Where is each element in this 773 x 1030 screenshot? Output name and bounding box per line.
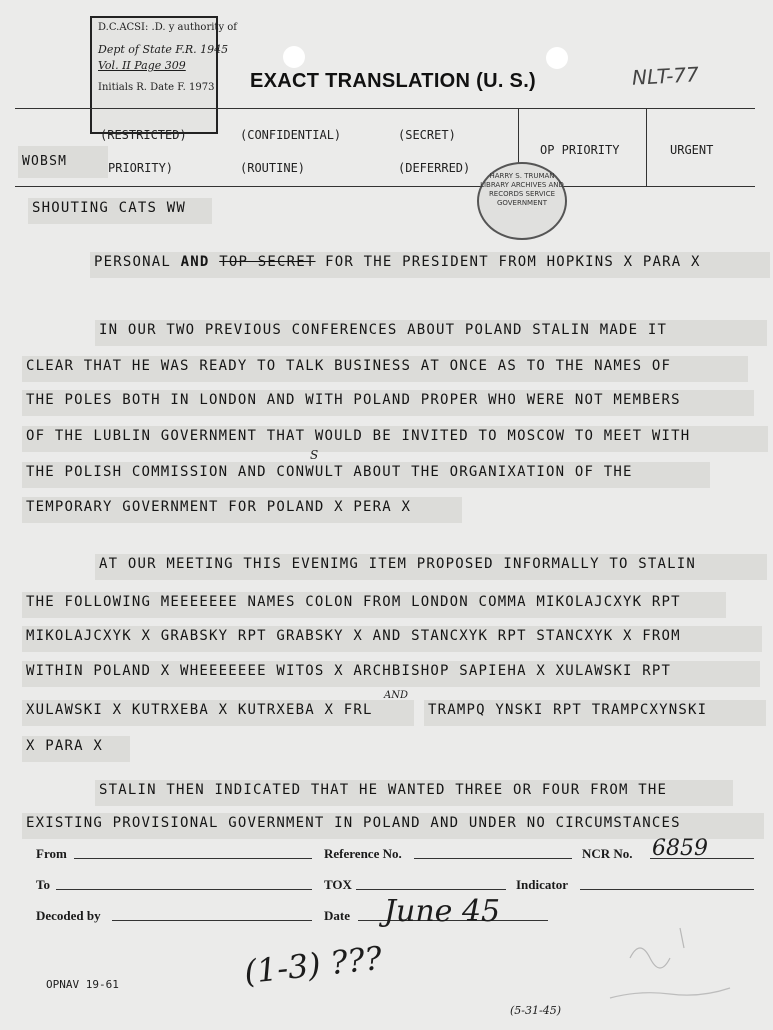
date-label: Date	[324, 908, 350, 923]
indicator-underline	[580, 889, 754, 890]
grid-top-line	[15, 108, 755, 109]
stamp-line-authority: D.C.ACSI: .D. y authority of	[98, 22, 237, 33]
body-line-9: MIKOLAJCXYK X GRABSKY RPT GRABSKY X AND STANCXYK RPT STANCXYK X FROM	[22, 626, 762, 652]
class-urgent: URGENT	[670, 143, 714, 157]
decoded-by-label: Decoded by	[36, 908, 101, 923]
routing-code: WOBSM	[18, 146, 108, 178]
body-line-2: CLEAR THAT HE WAS READY TO TALK BUSINESS AT ONCE AS TO THE NAMES OF	[22, 356, 748, 382]
body-line-6: TEMPORARY GOVERNMENT FOR POLAND X PERA X	[22, 497, 462, 523]
grid-divider-2	[646, 108, 647, 186]
body-line-8: THE FOLLOWING MEEEEEEE NAMES COLON FROM LONDON COMMA MIKOLAJCXYK RPT	[22, 592, 726, 618]
document-title: EXACT TRANSLATION (U. S.)	[250, 70, 537, 92]
body-line-1: IN OUR TWO PREVIOUS CONFERENCES ABOUT POLAND STALIN MADE IT	[95, 320, 767, 346]
punch-hole-left	[283, 46, 305, 68]
body-line-5: THE POLISH COMMISSION AND CONWULT ABOUT THE ORGANIXATION OF THE	[22, 462, 710, 488]
personal-space	[210, 254, 220, 270]
class-secret: (SECRET)	[398, 128, 456, 142]
body-line-10: WITHIN POLAND X WHEEEEEEE WITOS X ARCHBISHOP SAPIEHA X XULAWSKI RPT	[22, 661, 760, 687]
pencil-scribble	[590, 918, 770, 1018]
stamp-line-dept: Dept of State F.R. 1945	[98, 43, 229, 56]
personal-top-secret-struck: TOP SECRET	[219, 254, 316, 270]
to-label: To	[36, 877, 50, 892]
reference-underline	[414, 858, 572, 859]
class-restricted: (RESTRICTED)	[100, 128, 187, 142]
personal-pre: PERSONAL	[94, 254, 181, 270]
class-routine: (ROUTINE)	[240, 161, 306, 175]
date-value: June 45	[384, 894, 501, 929]
from-label: From	[36, 846, 67, 861]
ncr-value: 6859	[652, 836, 708, 861]
bottom-date: (5-31-45)	[510, 1004, 562, 1017]
stamp-line-initials: Initials R. Date F. 1973	[98, 82, 215, 93]
tox-underline	[356, 889, 506, 890]
body-line-7: AT OUR MEETING THIS EVENIMG ITEM PROPOSED INFORMALLY TO STALIN	[95, 554, 767, 580]
body-line-12: TRAMPQ YNSKI RPT TRAMPCXYNSKI	[424, 700, 766, 726]
indicator-label: Indicator	[516, 877, 568, 892]
seal-text: HARRY S. TRUMAN LIBRARY ARCHIVES AND RECORDS SERVICE GOVERNMENT	[480, 172, 564, 207]
class-confidential: (CONFIDENTIAL)	[240, 128, 342, 142]
class-op-priority: OP PRIORITY	[540, 143, 620, 157]
archive-seal	[477, 162, 567, 240]
handwritten-note: (1-3) ???	[242, 938, 384, 992]
body-line-11: XULAWSKI X KUTRXEBA X KUTRXEBA X FRL	[22, 700, 414, 726]
file-code: NLT-77	[631, 62, 700, 90]
body-line-14: STALIN THEN INDICATED THAT HE WANTED THREE OR FOUR FROM THE	[95, 780, 733, 806]
personal-line	[90, 252, 770, 278]
to-underline	[56, 889, 312, 890]
class-priority: PRIORITY)	[108, 161, 174, 175]
from-underline	[74, 858, 312, 859]
grid-bottom-line	[15, 186, 755, 187]
tox-label: TOX	[324, 877, 352, 892]
body-line-13: X PARA X	[22, 736, 130, 762]
body-line-4: OF THE LUBLIN GOVERNMENT THAT WOULD BE INVITED TO MOSCOW TO MEET WITH	[22, 426, 768, 452]
class-deferred: (DEFERRED)	[398, 161, 471, 175]
insert-and: AND	[384, 690, 408, 701]
declassification-stamp	[90, 16, 237, 134]
decoded-by-underline	[112, 920, 312, 921]
body-line-15: EXISTING PROVISIONAL GOVERNMENT IN POLAND AND UNDER NO CIRCUMSTANCES	[22, 813, 764, 839]
reference-label: Reference No.	[324, 846, 402, 861]
personal-post: FOR THE PRESIDENT FROM HOPKINS X PARA X	[315, 254, 701, 270]
ncr-label: NCR No.	[582, 846, 633, 861]
personal-and: AND	[180, 254, 210, 270]
correction-s: S	[310, 448, 319, 462]
body-line-3: THE POLES BOTH IN LONDON AND WITH POLAND PROPER WHO WERE NOT MEMBERS	[22, 390, 754, 416]
punch-hole-right	[546, 47, 568, 69]
stamp-line-volume: Vol. II Page 309	[98, 59, 186, 72]
form-code: OPNAV 19-61	[46, 978, 119, 991]
header-line: SHOUTING CATS WW	[28, 198, 212, 224]
